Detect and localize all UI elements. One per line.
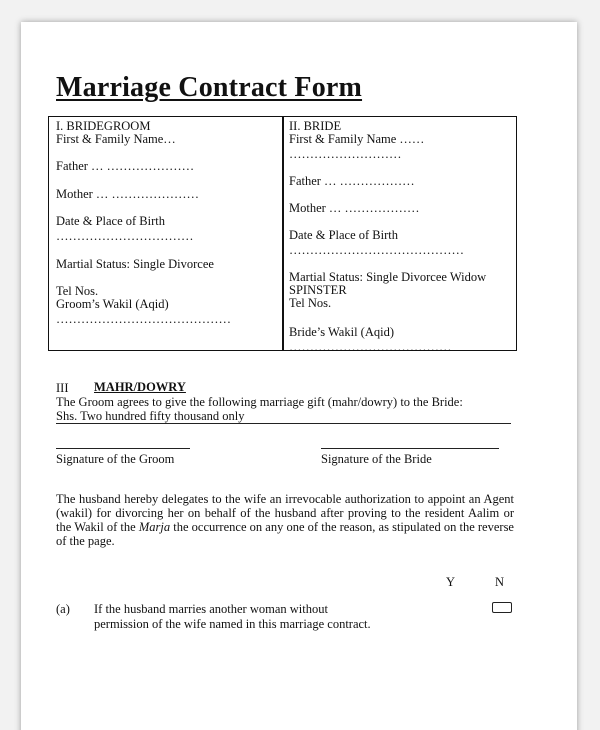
- delegation-text-end: the occurrence on any one of the reason, as stipulated on the reverse of the page.: [56, 520, 514, 548]
- yes-column-header: Y: [446, 575, 456, 589]
- condition-a-no-checkbox[interactable]: [492, 602, 512, 613]
- bride-name-dots: ………………………: [289, 147, 402, 161]
- bridegroom-marital-status: Martial Status: Single Divorcee: [56, 257, 214, 271]
- bridegroom-mother: Mother … …………………: [56, 187, 200, 201]
- bride-tel: Tel Nos.: [289, 296, 332, 310]
- bridegroom-wakil: Groom’s Wakil (Aqid): [56, 297, 169, 311]
- bride-signature-label: Signature of the Bride: [321, 452, 432, 466]
- mahr-underline: [56, 423, 511, 424]
- delegation-paragraph: [56, 492, 514, 548]
- condition-a-line2: permission of the wife named in this marriage contract.: [94, 617, 371, 631]
- parties-table-divider: [282, 116, 284, 351]
- no-column-header: N: [495, 575, 505, 589]
- bridegroom-birth-label: Date & Place of Birth: [56, 214, 165, 228]
- bride-birth-label: Date & Place of Birth: [289, 228, 398, 242]
- delegation-text-start: The husband hereby delegates to the wife an irrevocable authorization to appoint an Agent (wakil) for divorcing her on behalf of the husband after proving to the resident Aalim or the Wakil of the: [56, 492, 514, 534]
- groom-signature-label: Signature of the Groom: [56, 452, 175, 466]
- bride-marital-status: Martial Status: Single Divorcee Widow: [289, 270, 487, 284]
- marja-term: Marja: [138, 520, 171, 534]
- bride-spinster: SPINSTER: [289, 283, 347, 297]
- bride-wakil: Bride’s Wakil (Aqid): [289, 325, 394, 339]
- form-title: Marriage Contract Form: [56, 72, 363, 103]
- bride-father: Father … ………………: [289, 174, 415, 188]
- bride-name-label: First & Family Name ……: [289, 132, 425, 146]
- bridegroom-tel: Tel Nos.: [56, 284, 99, 298]
- bridegroom-heading: I. BRIDEGROOM: [56, 119, 151, 133]
- mahr-amount: Shs. Two hundred fifty thousand only: [56, 409, 245, 423]
- mahr-agreement: The Groom agrees to give the following marriage gift (mahr/dowry) to the Bride:: [56, 395, 463, 409]
- bridegroom-father: Father … …………………: [56, 159, 195, 173]
- bridegroom-birth-dots: ……………………………: [56, 229, 194, 243]
- bride-mother: Mother … ………………: [289, 201, 420, 215]
- bridegroom-wakil-dots: ……………………………………: [56, 312, 231, 326]
- bridegroom-name-label: First & Family Name…: [56, 132, 176, 146]
- bride-heading: II. BRIDE: [289, 119, 342, 133]
- mahr-heading: MAHR/DOWRY: [94, 380, 186, 394]
- bride-birth-dots: ……………………………………: [289, 243, 464, 257]
- bride-wakil-dots: …………………………………: [289, 340, 452, 354]
- bride-signature-line[interactable]: [321, 448, 499, 449]
- groom-signature-line[interactable]: [56, 448, 190, 449]
- condition-a-label: (a): [56, 602, 70, 616]
- mahr-number: III: [56, 381, 69, 395]
- condition-a-line1: If the husband marries another woman without: [94, 602, 328, 616]
